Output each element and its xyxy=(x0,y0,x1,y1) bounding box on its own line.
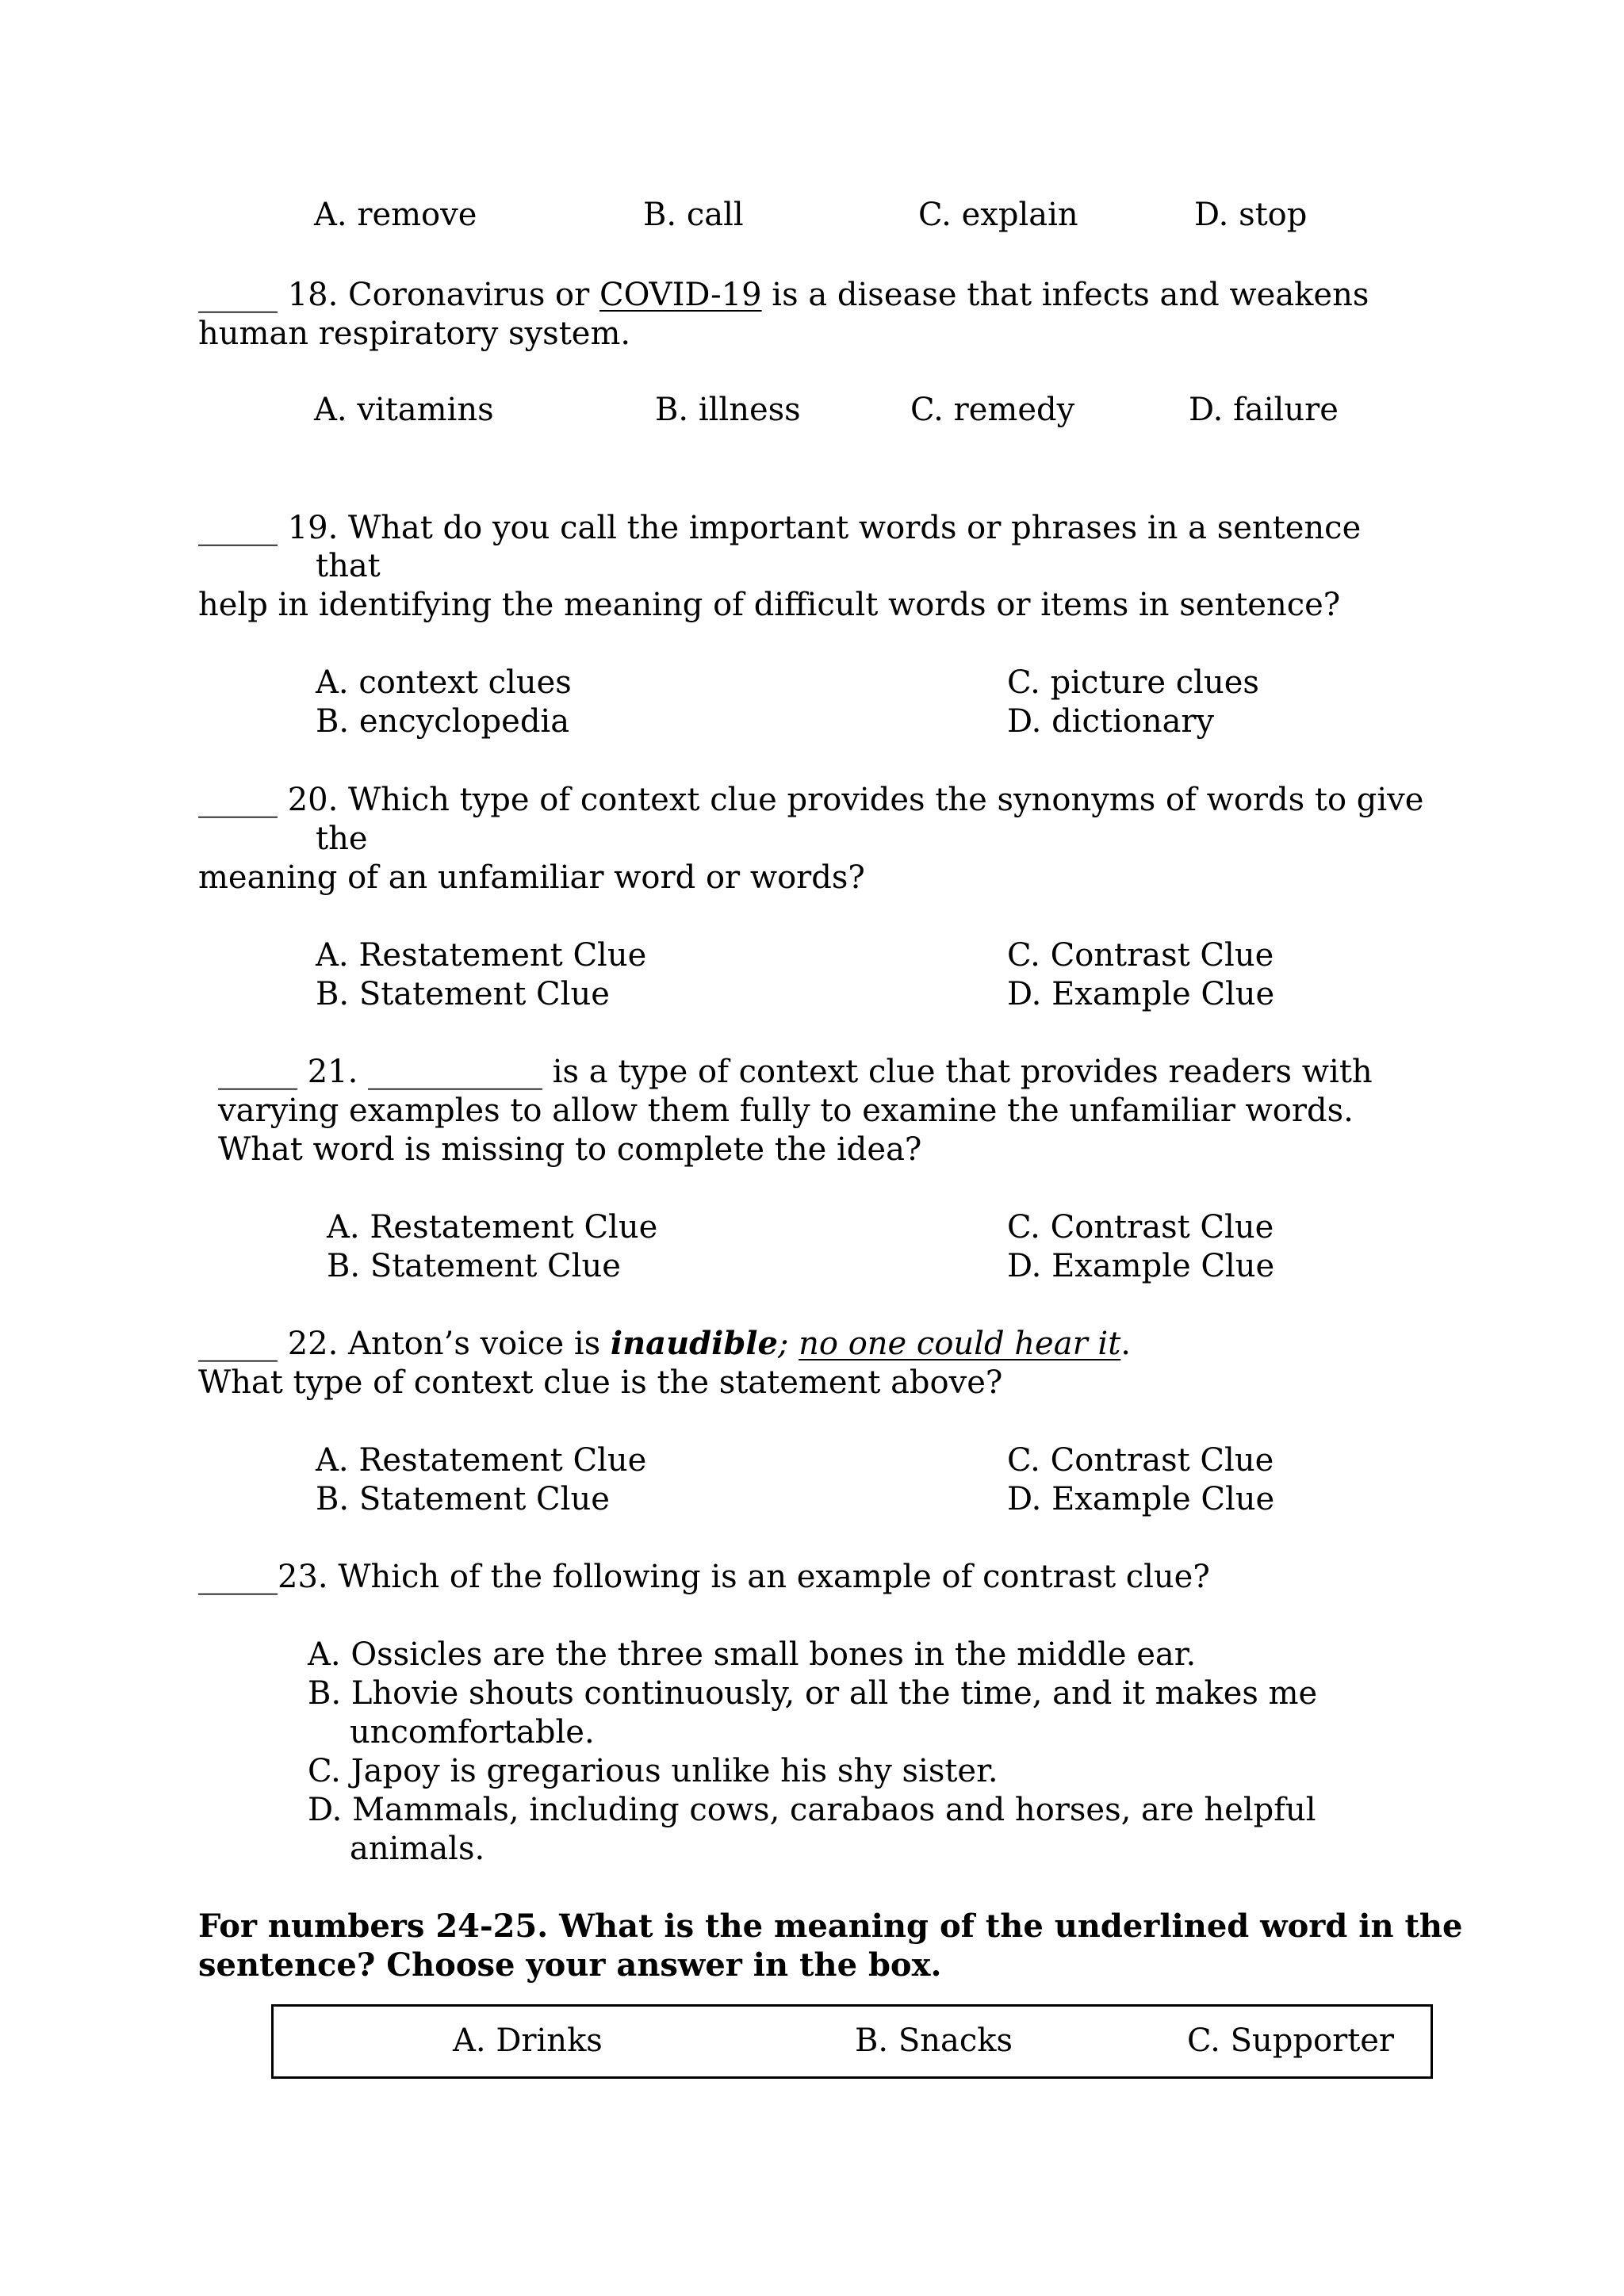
q20-choice-c: C. Contrast Clue xyxy=(1007,937,1274,974)
q18-stem-line2: human respiratory system. xyxy=(198,316,631,352)
section-instruction-line2: sentence? Choose your answer in the box. xyxy=(198,1946,942,1984)
q19-choice-b: B. encyclopedia xyxy=(316,703,570,740)
q19-stem-line1b: that xyxy=(316,548,381,584)
q21-choice-d: D. Example Clue xyxy=(1007,1248,1275,1284)
answer-blank: _____ xyxy=(198,782,278,818)
q20-stem-line1: _____ 20. Which type of context clue provides the synonyms of words to give xyxy=(198,782,1424,818)
q18-choice-b: B. illness xyxy=(655,392,801,428)
q19-choice-a: A. context clues xyxy=(316,664,572,701)
q17-choice-a: A. remove xyxy=(314,197,477,233)
q17-choice-c: C. explain xyxy=(918,197,1078,233)
q18-choice-c: C. remedy xyxy=(910,392,1075,428)
answer-blank: _____ xyxy=(218,1054,297,1090)
q23-choice-c: C. Japoy is gregarious unlike his shy sister. xyxy=(308,1753,998,1789)
q19-choice-d: D. dictionary xyxy=(1007,703,1215,740)
box-choice-a: A. Drinks xyxy=(453,2022,603,2059)
q18-choice-d: D. failure xyxy=(1189,392,1339,428)
q23-stem: _____23. Which of the following is an example of contrast clue? xyxy=(198,1559,1210,1595)
q23-choice-d-cont: animals. xyxy=(350,1831,485,1867)
answer-blank: _____ xyxy=(198,1326,278,1362)
q19-stem-line1: _____ 19. What do you call the important words or phrases in a sentence xyxy=(198,510,1362,546)
q23-choice-b-cont: uncomfortable. xyxy=(350,1714,595,1751)
q22-stem-line1: _____ 22. Anton’s voice is inaudible; no one could hear it. xyxy=(198,1325,1131,1362)
q17-choice-d: D. stop xyxy=(1194,197,1308,233)
q19-choice-c: C. picture clues xyxy=(1007,664,1259,701)
q23-choice-a: A. Ossicles are the three small bones in the middle ear. xyxy=(308,1636,1197,1673)
answer-blank: _____ xyxy=(198,277,278,313)
box-choice-b: B. Snacks xyxy=(855,2022,1013,2059)
q20-choice-b: B. Statement Clue xyxy=(316,976,610,1012)
q22-choice-b: B. Statement Clue xyxy=(316,1481,610,1517)
q18-choice-a: A. vitamins xyxy=(314,392,494,428)
fill-in-blank: ___________ xyxy=(368,1054,543,1090)
q22-choice-a: A. Restatement Clue xyxy=(316,1442,647,1479)
q20-stem-line2: meaning of an unfamiliar word or words? xyxy=(198,859,865,896)
q21-choice-a: A. Restatement Clue xyxy=(327,1209,658,1246)
q18-stem-line1: _____ 18. Coronavirus or COVID-19 is a disease that infects and weakens xyxy=(198,277,1369,313)
q22-choice-c: C. Contrast Clue xyxy=(1007,1442,1274,1479)
answer-blank: _____ xyxy=(198,510,278,546)
q21-stem-line1: _____ 21. ___________ is a type of context clue that provides readers with xyxy=(218,1054,1373,1090)
q21-stem-line2: varying examples to allow them fully to examine the unfamiliar words. xyxy=(218,1093,1354,1129)
q17-choice-b: B. call xyxy=(643,197,744,233)
q23-choice-b: B. Lhovie shouts continuously, or all the time, and it makes me xyxy=(308,1675,1318,1712)
section-instruction-line1: For numbers 24-25. What is the meaning of the underlined word in the xyxy=(198,1908,1463,1945)
answer-blank: _____ xyxy=(198,1559,278,1595)
q20-choice-a: A. Restatement Clue xyxy=(316,937,647,974)
q22-stem-line2: What type of context clue is the statement above? xyxy=(198,1364,1003,1401)
clue-underlined: no one could hear it xyxy=(799,1326,1121,1362)
q22-choice-d: D. Example Clue xyxy=(1007,1481,1275,1517)
q23-choice-d: D. Mammals, including cows, carabaos and horses, are helpful xyxy=(308,1792,1316,1828)
q21-choice-c: C. Contrast Clue xyxy=(1007,1209,1274,1246)
inaudible-bold-italic: inaudible xyxy=(610,1325,778,1362)
q21-stem-line3: What word is missing to complete the idea? xyxy=(218,1131,922,1168)
q20-stem-line1b: the xyxy=(316,821,368,857)
q20-choice-d: D. Example Clue xyxy=(1007,976,1275,1012)
box-choice-c: C. Supporter xyxy=(1187,2022,1395,2059)
q19-stem-line2: help in identifying the meaning of difficult words or items in sentence? xyxy=(198,587,1341,623)
q21-choice-b: B. Statement Clue xyxy=(327,1248,621,1284)
covid-underlined: COVID-19 xyxy=(599,277,762,313)
